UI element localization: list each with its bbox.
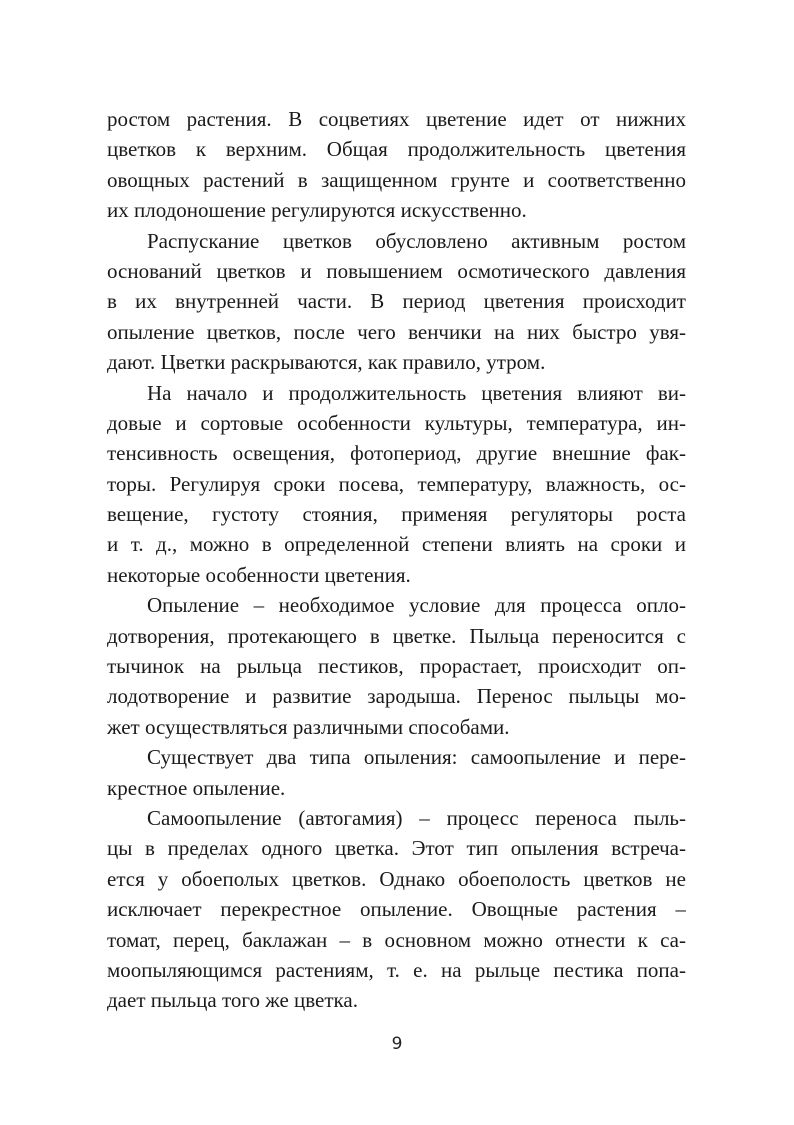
text-line: некоторые особенности цветения.: [107, 562, 411, 587]
text-line: цветков к верхним. Общая продолжительность цветения: [107, 137, 686, 162]
paragraph-6: [107, 803, 686, 1016]
page-body: [107, 104, 686, 1016]
text-line: опыление цветков, после чего венчики на них быстро увя-: [107, 319, 686, 344]
text-line: и т. д., можно в определенной степени влиять на сроки и: [107, 532, 686, 557]
paragraph-1: [107, 104, 686, 226]
text-line: вещение, густоту стояния, применяя регуляторы роста: [107, 502, 686, 527]
text-line: томат, перец, баклажан – в основном можно отнести к са-: [107, 927, 686, 952]
text-line: ростом растения. В соцветиях цветение идет от нижних: [107, 107, 686, 131]
text-line: исключает перекрестное опыление. Овощные растения –: [107, 897, 686, 922]
text-line: оснований цветков и повышением осмотического давления: [107, 258, 686, 283]
text-line: довые и сортовые особенности культуры, температура, ин-: [107, 410, 686, 435]
text-line: тычинок на рыльца пестиков, прорастает, происходит оп-: [107, 654, 686, 679]
text-line: торы. Регулируя сроки посева, температуру, влажность, ос-: [107, 471, 686, 496]
text-line: в их внутренней части. В период цветения происходит: [107, 289, 686, 314]
text-line: дают. Цветки раскрываются, как правило, утром.: [107, 350, 546, 375]
text-line: Самоопыление (автогамия) – процесс переноса пыль-: [147, 805, 686, 830]
text-line: овощных растений в защищенном грунте и соответственно: [107, 167, 686, 192]
text-line: Распускание цветков обусловлено активным ростом: [147, 228, 686, 253]
text-line: дает пыльца того же цветка.: [107, 988, 358, 1013]
text-line: тенсивность освещения, фотопериод, другие внешние фак-: [107, 441, 686, 466]
text-line: ется у обоеполых цветков. Однако обоеполость цветков не: [107, 866, 686, 891]
text-line: жет осуществляться различными способами.: [107, 714, 510, 739]
page-number: 9: [391, 1034, 403, 1054]
paragraph-4: [107, 590, 686, 742]
text-line: цы в пределах одного цветка. Этот тип опыления встреча-: [107, 836, 686, 861]
text-line: дотворения, протекающего в цветке. Пыльца переносится с: [107, 623, 686, 648]
text-line: лодотворение и развитие зародыша. Перенос пыльцы мо-: [107, 684, 686, 709]
paragraph-5: [107, 742, 686, 803]
text-line: Опыление – необходимое условие для процесса опло-: [147, 593, 686, 618]
paragraph-3: [107, 378, 686, 591]
paragraph-2: [107, 226, 686, 378]
text-line: крестное опыление.: [107, 775, 286, 800]
text-line: Существует два типа опыления: самоопыление и пере-: [147, 745, 686, 770]
text-line: На начало и продолжительность цветения влияют ви-: [147, 380, 686, 405]
text-line: моопыляющимся растениям, т. е. на рыльце пестика попа-: [107, 957, 686, 982]
text-line: их плодоношение регулируются искусственно.: [107, 198, 527, 223]
